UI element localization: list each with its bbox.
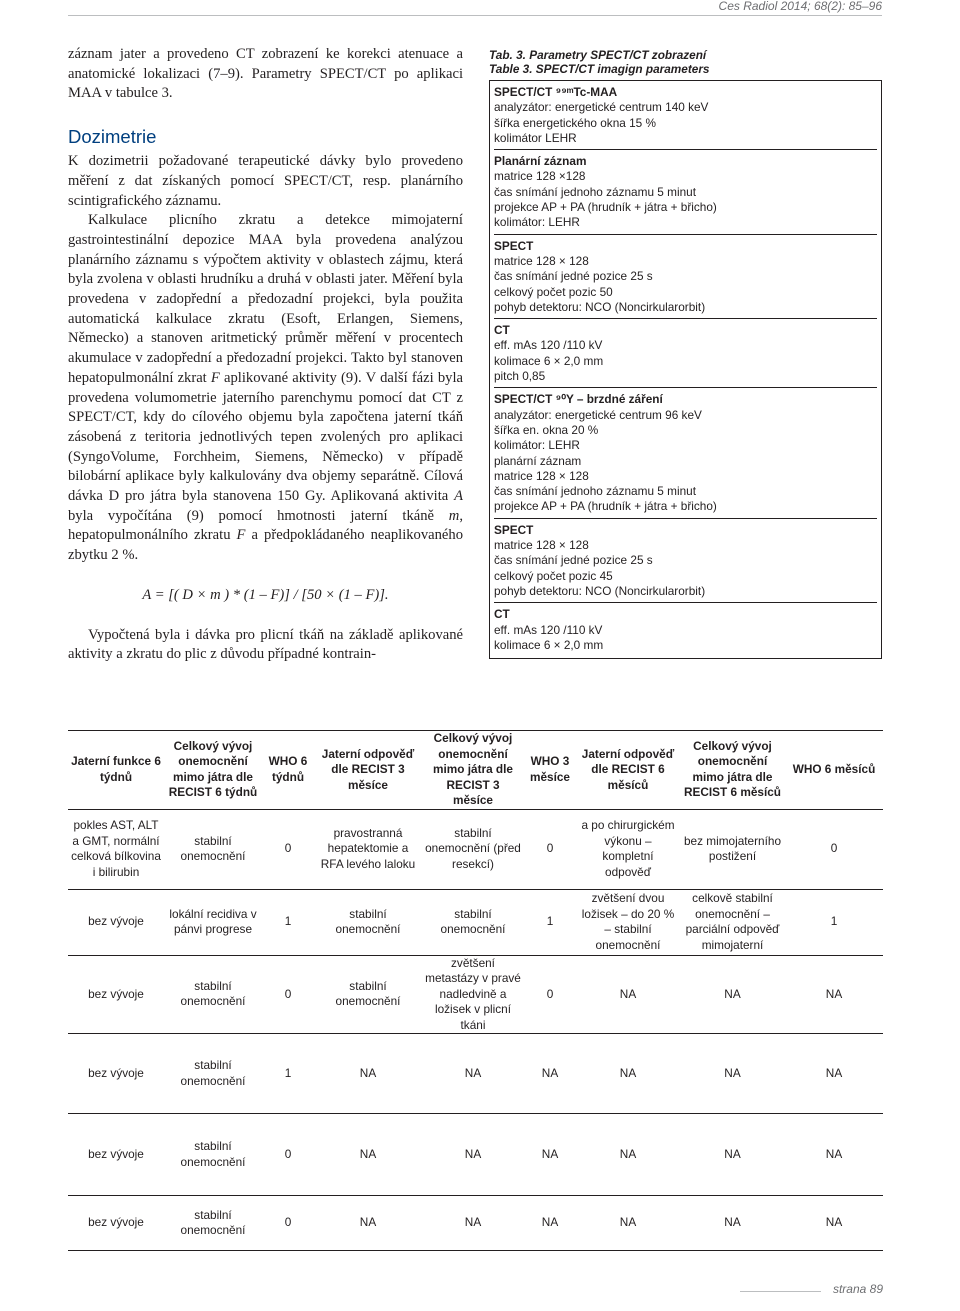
params-line: planární záznam bbox=[494, 453, 582, 468]
left-column bbox=[68, 45, 463, 665]
table-cell: NA bbox=[724, 1065, 741, 1080]
params-line: celkový počet pozic 50 bbox=[494, 284, 613, 299]
table-cell: NA bbox=[724, 986, 741, 1001]
table-cell: stabilní onemocnění bbox=[180, 1139, 246, 1169]
table-cell: NA bbox=[359, 1065, 377, 1080]
table-row bbox=[68, 889, 883, 955]
column-header: Jaterní funkce 6 týdnů bbox=[68, 731, 164, 810]
table-caption-cz: Tab. 3. Parametry SPECT/CT zobrazení bbox=[489, 48, 707, 62]
paragraph-kalkulace bbox=[68, 211, 463, 566]
var-f: F bbox=[236, 527, 246, 544]
table-cell: NA bbox=[541, 1065, 559, 1080]
table-cell: NA bbox=[825, 1146, 843, 1161]
table-cell: NA bbox=[619, 1065, 637, 1080]
params-line: matrice 128 ×128 bbox=[494, 169, 586, 184]
page-number: strana 89 bbox=[832, 1282, 883, 1296]
params-block bbox=[494, 602, 877, 656]
formula: A = [( D × m ) * (1 – F)] / [50 × (1 – F)]. bbox=[142, 586, 389, 603]
params-line: pitch 0,85 bbox=[494, 369, 546, 384]
params-line: čas snímání jednoho záznamu 5 minut bbox=[494, 484, 696, 499]
paragraph-lung-dose: Vypočtená byla i dávka pro plicní tkáň na základě aplikované aktivity a zkratu do plic z důvodu případné kontrain- bbox=[68, 626, 463, 663]
params-line: kolimátor LEHR bbox=[494, 130, 577, 145]
table-cell: 0 bbox=[546, 841, 554, 856]
table-cell: bez vývoje bbox=[88, 1065, 144, 1080]
table-cell: NA bbox=[359, 1215, 377, 1230]
params-line: kolimátor: LEHR bbox=[494, 215, 580, 230]
table-row bbox=[68, 955, 883, 1034]
table-cell: NA bbox=[464, 1065, 482, 1080]
column-header: WHO 6 měsíců bbox=[785, 731, 883, 810]
table-row bbox=[68, 1034, 883, 1114]
var-a: A bbox=[454, 488, 463, 505]
table-cell: NA bbox=[619, 986, 637, 1001]
table-cell: stabilní onemocnění bbox=[440, 906, 506, 936]
footer-rule bbox=[740, 1291, 821, 1292]
table-cell: NA bbox=[724, 1146, 741, 1161]
table-cell: stabilní onemocnění bbox=[180, 1058, 246, 1088]
params-line: matrice 128 × 128 bbox=[494, 253, 589, 268]
table-cell: bez vývoje bbox=[88, 1146, 144, 1161]
table-cell: NA bbox=[825, 986, 843, 1001]
table-cell: pravostranná hepatektomie a RFA levého laloku bbox=[320, 825, 416, 871]
table-cell: NA bbox=[825, 1065, 843, 1080]
params-line: eff. mAs 120 /110 kV bbox=[494, 338, 603, 353]
params-block-title: SPECT/CT ⁹⁹ᵐTc-MAA bbox=[494, 85, 618, 99]
column-header: WHO 6 týdnů bbox=[262, 731, 314, 810]
table-cell: bez vývoje bbox=[88, 914, 144, 929]
params-block-title: Planární záznam bbox=[494, 154, 587, 169]
table-cell: 0 bbox=[546, 986, 554, 1001]
table-cell: 0 bbox=[284, 1146, 292, 1161]
table-cell: 1 bbox=[284, 914, 292, 929]
params-block bbox=[494, 318, 877, 387]
table-cell: NA bbox=[541, 1146, 559, 1161]
table-cell: NA bbox=[359, 1146, 377, 1161]
results-header-row bbox=[68, 731, 883, 810]
params-block bbox=[494, 234, 877, 318]
params-block bbox=[494, 518, 877, 602]
params-line: čas snímání jedné pozice 25 s bbox=[494, 553, 653, 568]
header-rule bbox=[68, 15, 882, 16]
table-cell: a po chirurgickém výkonu – kompletní odpověď bbox=[581, 818, 675, 879]
table-row bbox=[68, 1114, 883, 1196]
text-run: aplikované aktivity (9). V další fázi byla provedena volumometrie jaterního parenchymu pomocí dat CT z SPECT/CT, kdy do cílového objemu byla započtena jaterní tkáň zásobená z teritoria jednotlivých tepen zvolených pro aplikaci (SyngoVolume, Forchheim, Siemens, Německo) v případě bilobární aplikace byly kalkulovány dva objemy separátně. Cílová dávka D pro játra byla stanovena 150 Gy. Aplikovaná aktivita bbox=[68, 369, 463, 505]
params-line: analyzátor: energetické centrum 96 keV bbox=[494, 407, 702, 422]
params-block bbox=[494, 387, 877, 517]
params-block-title: CT bbox=[494, 323, 510, 338]
section-heading-dozimetrie: Dozimetrie bbox=[68, 126, 157, 148]
params-line: pohyb detektoru: NCO (Noncirkularorbit) bbox=[494, 583, 706, 598]
table-cell: stabilní onemocnění (před resekcí) bbox=[425, 825, 521, 871]
params-block-title: CT bbox=[494, 607, 510, 622]
table-cell: stabilní onemocnění bbox=[180, 1207, 246, 1237]
table-cell: NA bbox=[464, 1146, 482, 1161]
params-line: šířka energetického okna 15 % bbox=[494, 115, 656, 130]
params-line: kolimátor: LEHR bbox=[494, 438, 580, 453]
column-header: Jaterní odpověď dle RECIST 3 měsíce bbox=[314, 731, 422, 810]
params-block-title: SPECT bbox=[494, 522, 534, 537]
text-run: a předpokládaného neaplikovaného zbytku 2 %. bbox=[68, 527, 463, 564]
table-cell: 0 bbox=[284, 986, 292, 1001]
table-cell: bez mimojaterního postižení bbox=[683, 833, 782, 863]
results-table bbox=[68, 730, 883, 1251]
params-line: projekce AP + PA (hrudník + játra + břicho) bbox=[494, 499, 717, 514]
table-cell: NA bbox=[619, 1215, 637, 1230]
params-line: eff. mAs 120 /110 kV bbox=[494, 622, 603, 637]
params-table bbox=[489, 80, 882, 659]
table-cell: 0 bbox=[284, 841, 292, 856]
column-header: Celkový vývoj onemocnění mimo játra dle RECIST 3 měsíce bbox=[422, 731, 524, 810]
text-run: , hepatopulmonálního zkratu bbox=[68, 507, 463, 544]
table-cell: bez vývoje bbox=[88, 1215, 144, 1230]
var-m: m bbox=[448, 507, 460, 524]
params-line: matrice 128 × 128 bbox=[494, 538, 589, 553]
params-line: analyzátor: energetické centrum 140 keV bbox=[494, 100, 709, 115]
table-cell: celkově stabilní onemocnění – parciální odpověď mimojaterní bbox=[685, 891, 780, 952]
params-line: projekce AP + PA (hrudník + játra + břicho) bbox=[494, 200, 717, 215]
table-cell: NA bbox=[825, 1215, 843, 1230]
column-header: Celkový vývoj onemocnění mimo játra dle RECIST 6 týdnů bbox=[164, 731, 262, 810]
page-footer bbox=[740, 1282, 883, 1300]
right-column bbox=[489, 48, 883, 659]
journal-citation: Ces Radiol 2014; 68(2): 85–96 bbox=[718, 0, 882, 13]
var-f: F bbox=[210, 369, 220, 386]
table-cell: NA bbox=[541, 1215, 559, 1230]
table-cell: stabilní onemocnění bbox=[335, 978, 401, 1009]
paragraph-intro: záznam jater a provedeno CT zobrazení ke korekci atenuace a anatomické lokalizaci (7–9). Parametry SPECT/CT po aplikaci MAA v tabulce 3. bbox=[68, 46, 463, 102]
params-line: celkový počet pozic 45 bbox=[494, 568, 613, 583]
params-block-title: SPECT/CT ⁹⁰Y – brzdné záření bbox=[494, 392, 663, 407]
table-cell: 0 bbox=[830, 841, 838, 856]
table-cell: 1 bbox=[830, 914, 838, 929]
column-header: Celkový vývoj onemocnění mimo játra dle RECIST 6 měsíců bbox=[680, 731, 785, 810]
running-header bbox=[0, 0, 960, 16]
table-row bbox=[68, 1196, 883, 1251]
text-run: Kalkulace plicního zkratu a detekce mimojaterní gastrointestinální depozice MAA byla provedena analýzou planárního záznamu s výpočtem aktivity v oblastech zájmu, která byla zvolena v oblasti hrudníku a druhá v oblasti jater. Měření byla provedena v zadopřední a předozadní projekci, byla použita automatická kalkulace zkratu (Esoft, Erlangen, Siemens, Německo) a stanoven aritmetický průměr měření v procentech akumulace v zadopřední a předozadní projekci. Takto byl stanoven hepatopulmonální zkrat bbox=[68, 212, 463, 386]
params-line: kolimace 6 × 2,0 mm bbox=[494, 637, 604, 652]
table-cell: NA bbox=[464, 1215, 482, 1230]
params-line: čas snímání jedné pozice 25 s bbox=[494, 269, 653, 284]
params-line: kolimace 6 × 2,0 mm bbox=[494, 353, 604, 368]
column-header: WHO 3 měsíce bbox=[524, 731, 576, 810]
table-cell: 0 bbox=[284, 1215, 292, 1230]
params-line: pohyb detektoru: NCO (Noncirkularorbit) bbox=[494, 299, 706, 314]
table-cell: zvětšení metastázy v pravé nadledvině a ložisek v plicní tkáni bbox=[425, 955, 521, 1032]
table-cell: 1 bbox=[284, 1065, 292, 1080]
table-cell: stabilní onemocnění bbox=[335, 906, 401, 936]
column-header: Jaterní odpověď dle RECIST 6 měsíců bbox=[576, 731, 680, 810]
table-cell: stabilní onemocnění bbox=[180, 978, 246, 1009]
text-run: byla vypočítána (9) pomocí hmotnosti jaterní tkáně bbox=[68, 507, 449, 524]
params-block bbox=[494, 149, 877, 233]
params-block-title: SPECT bbox=[494, 238, 534, 253]
table-cell: zvětšení dvou ložisek – do 20 % – stabilní onemocnění bbox=[581, 891, 675, 952]
table-cell: lokální recidiva v pánvi progrese bbox=[169, 906, 257, 936]
params-line: matrice 128 × 128 bbox=[494, 468, 589, 483]
table-cell: 1 bbox=[546, 914, 554, 929]
table-cell: pokles AST, ALT a GMT, normální celková bílkovina i bilirubin bbox=[71, 818, 161, 879]
params-block bbox=[494, 85, 877, 149]
table-cell: NA bbox=[619, 1146, 637, 1161]
params-line: čas snímání jednoho záznamu 5 minut bbox=[494, 184, 696, 199]
table-caption-en: Table 3. SPECT/CT imagign parameters bbox=[489, 62, 710, 76]
table-cell: stabilní onemocnění bbox=[180, 833, 246, 863]
table-cell: bez vývoje bbox=[88, 986, 144, 1001]
table-row bbox=[68, 809, 883, 889]
table-cell: NA bbox=[724, 1215, 741, 1230]
params-line: šířka en. okna 20 % bbox=[494, 422, 599, 437]
paragraph-dozimetrie: K dozimetrii požadované terapeutické dávky bylo provedeno měření z dat získaných pomocí SPECT/CT, resp. planárního scintigrafického záznamu. bbox=[68, 153, 463, 209]
